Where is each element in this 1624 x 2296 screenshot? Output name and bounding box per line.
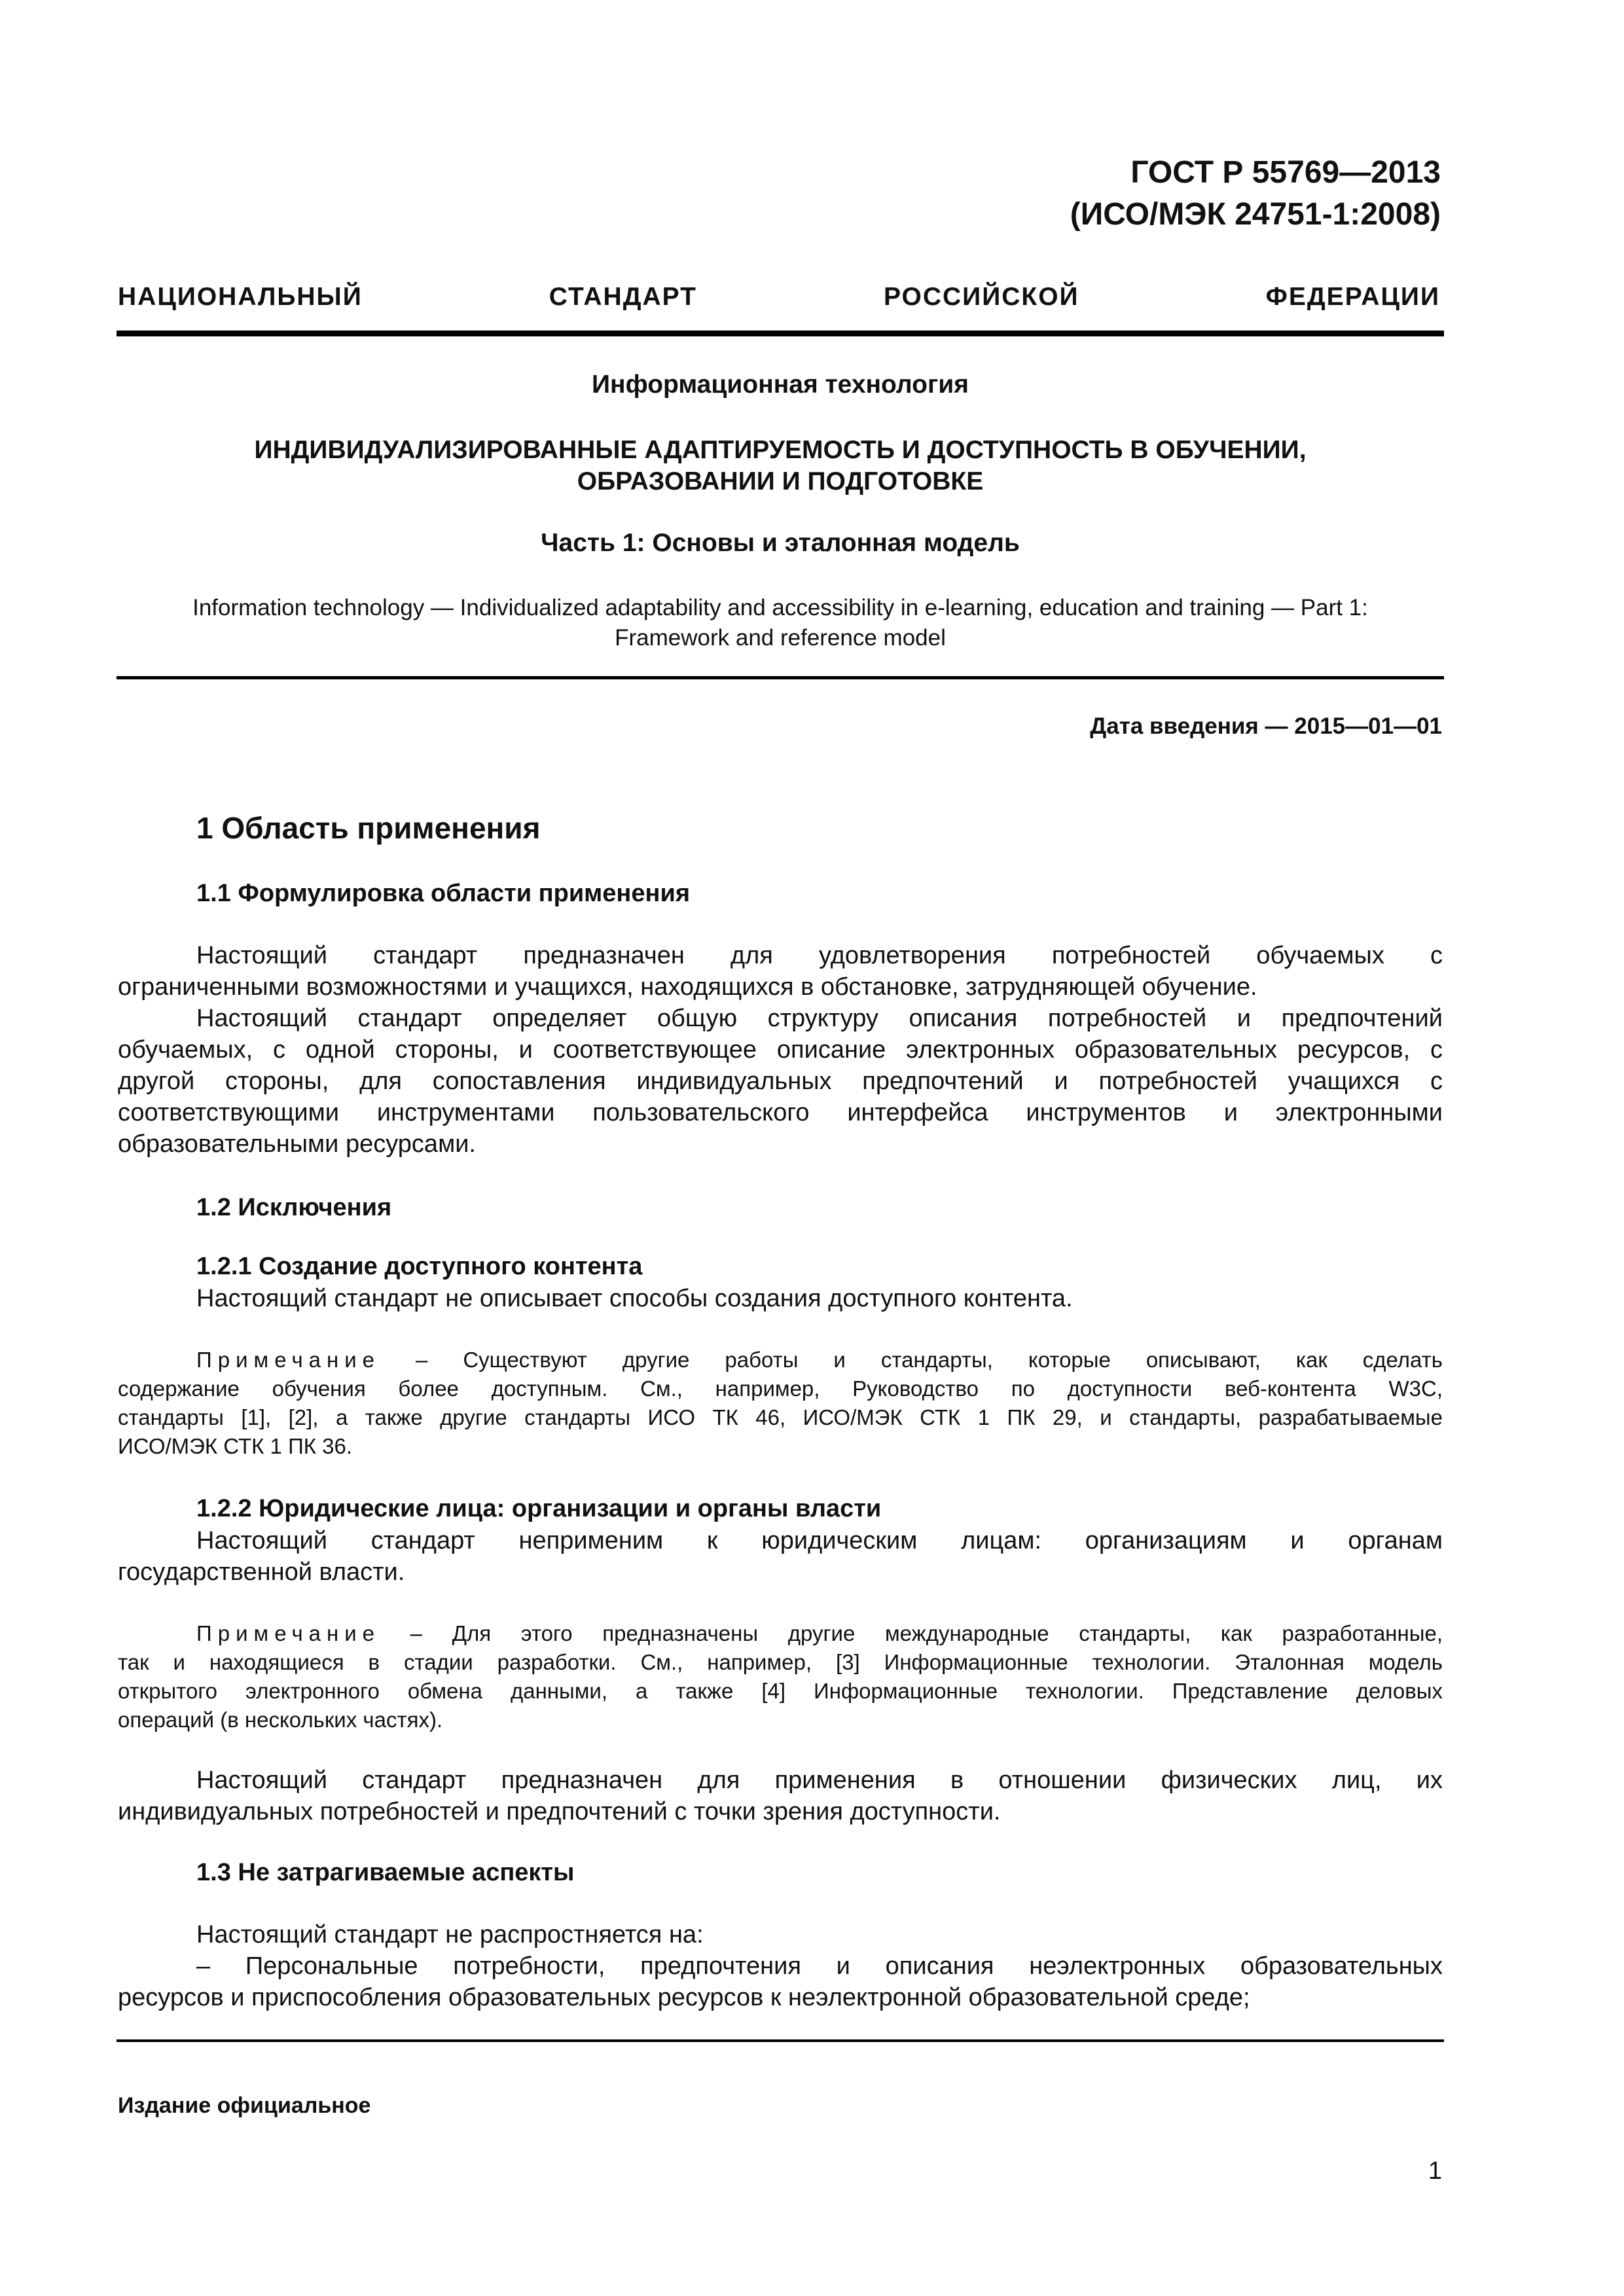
section-1-2-1-heading: 1.2.1 Создание доступного контента [196,1253,643,1280]
text-line: Настоящий стандарт не описывает способы создания доступного контента. [196,1285,1073,1312]
section-1-2-2-heading: 1.2.2 Юридические лица: организации и органы власти [196,1495,882,1522]
national-standard-banner: НАЦИОНАЛЬНЫЙ СТАНДАРТ РОССИЙСКОЙ ФЕДЕРАЦИИ [118,283,1440,311]
text-line: образовательными ресурсами. [118,1130,476,1158]
english-title-line-1: Information technology — Individualized adaptability and accessibility in e-learning, education and training — Part 1: [192,595,1368,620]
text-line: обучаемых, с одной стороны, и соответствующее описание электронных образовательных ресурсов, с [118,1036,1443,1064]
note-1 [118,1346,1443,1461]
note-label: Примечание [196,1348,381,1372]
note-2 [118,1619,1443,1734]
header-rule [117,331,1444,336]
english-title [117,593,1444,653]
section-1-1-heading: 1.1 Формулировка области применения [196,880,690,907]
list-item-1-3-a [118,1950,1443,2013]
standard-code: ГОСТ Р 55769—2013 [1130,155,1441,190]
text-line: Настоящий стандарт определяет общую структуру описания потребностей и предпочтений [196,1005,1443,1032]
text-line: Настоящий стандарт предназначен для применения в отношении физических лиц, их [196,1767,1443,1794]
title-main-line-2: ОБРАЗОВАНИИ И ПОДГОТОВКЕ [577,467,984,495]
iso-reference: (ИСО/МЭК 24751-1:2008) [1070,197,1441,232]
note-line [118,1619,1443,1648]
title-rule [117,676,1444,679]
note-line: операций (в нескольких частях). [118,1708,443,1732]
note-text: – Для этого предназначены другие международные стандарты, как разработанные, [410,1621,1443,1645]
section-1-3-heading: 1.3 Не затрагиваемые аспекты [196,1859,575,1886]
text-line: Настоящий стандарт предназначен для удовлетворения потребностей обучаемых с [196,942,1443,969]
title-part: Часть 1: Основы и эталонная модель [541,529,1020,557]
note-line: открытого электронного обмена данными, а также [4] Информационные технологии. Представление деловых [118,1679,1443,1703]
paragraph-1-2-1 [118,1283,1443,1314]
text-line: государственной власти. [118,1558,405,1586]
page-number: 1 [1428,2157,1442,2185]
note-line: содержание обучения более доступным. См., например, Руководство по доступности веб-контента W3C, [118,1376,1443,1401]
note-line: ИСО/МЭК СТК 1 ПК 36. [118,1434,353,1458]
note-line: стандарты [1], [2], а также другие стандарты ИСО ТК 46, ИСО/МЭК СТК 1 ПК 29, и стандарты, разрабатываемые [118,1405,1443,1429]
english-title-line-2: Framework and reference model [615,625,946,651]
title-main [117,435,1444,497]
text-line: ограниченными возможностями и учащихся, находящихся в обстановке, затрудняющей обучение. [118,973,1257,1001]
introduction-date: Дата введения — 2015—01—01 [1090,713,1442,739]
text-line: индивидуальных потребностей и предпочтений с точки зрения доступности. [118,1798,1001,1825]
note-label: Примечание [196,1621,381,1645]
paragraph-1-1-a [118,940,1443,1003]
paragraph-1-2-scope [118,1765,1443,1827]
section-1-heading: 1 Область применения [196,811,541,845]
text-line: – Персональные потребности, предпочтения и описания неэлектронных образовательных [196,1952,1443,1980]
note-line [118,1346,1443,1374]
text-line: другой стороны, для сопоставления индивидуальных предпочтений и потребностей учащихся с [118,1067,1443,1095]
text-line: Настоящий стандарт не распростняется на: [196,1921,704,1948]
title-main-line-1: ИНДИВИДУАЛИЗИРОВАННЫЕ АДАПТИРУЕМОСТЬ И ДОСТУПНОСТЬ В ОБУЧЕНИИ, [254,436,1307,464]
document-code-block [1070,152,1441,236]
text-line: соответствующими инструментами пользовательского интерфейса инструментов и электронными [118,1099,1443,1126]
paragraph-1-1-b [118,1003,1443,1160]
paragraph-1-2-2 [118,1525,1443,1588]
footer-rule [117,2039,1444,2042]
official-edition-label: Издание официальное [118,2093,371,2118]
section-1-2-heading: 1.2 Исключения [196,1194,392,1221]
text-line: Настоящий стандарт неприменим к юридическим лицам: организациям и органам [196,1527,1443,1554]
text-line: ресурсов и приспособления образовательных ресурсов к неэлектронной образовательной среде; [118,1984,1250,2011]
note-line: так и находящиеся в стадии разработки. См., например, [3] Информационные технологии. Эталонная модель [118,1650,1443,1674]
paragraph-1-3-intro [118,1919,1443,1950]
note-text: – Существуют другие работы и стандарты, которые описывают, как сделать [416,1348,1443,1372]
title-top: Информационная технология [592,370,969,399]
